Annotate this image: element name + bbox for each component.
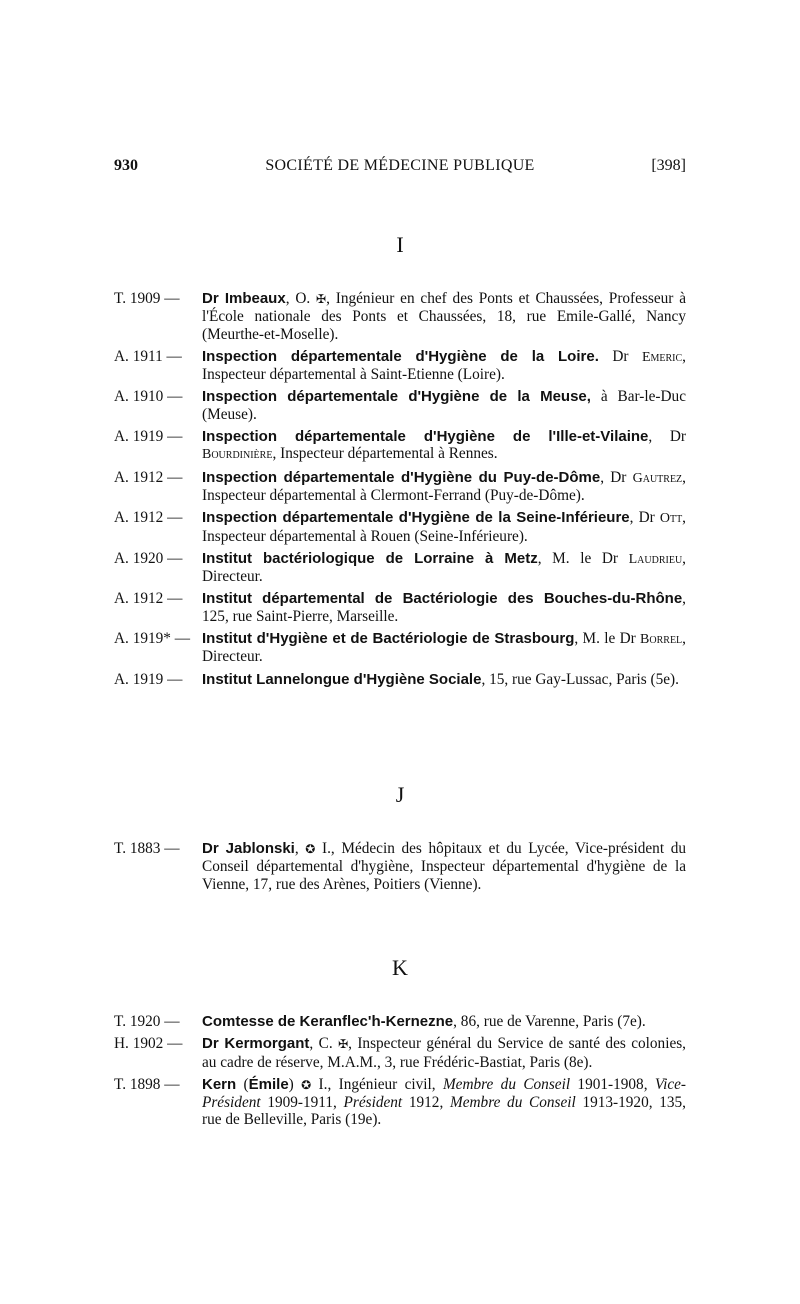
membership-code: A. 1911 — (114, 347, 182, 365)
decoration-icon: ✪ (305, 842, 316, 856)
entry-text (202, 550, 686, 586)
decoration-icon: ✪ (301, 1077, 312, 1092)
entry-list (114, 1013, 686, 1134)
entry-text-run: Dr Imbeaux (202, 290, 286, 307)
entry-text (202, 388, 686, 423)
membership-code: A. 1919* — (114, 630, 191, 648)
membership-code: A. 1912 — (114, 509, 183, 527)
membership-code: T. 1909 — (114, 290, 180, 307)
decoration-icon: ✠ (338, 1037, 349, 1052)
entry-text-run: 1912, (402, 1094, 450, 1112)
entry-text-run: , Directeur. (202, 630, 686, 666)
section-letter: K (392, 955, 408, 980)
entry-text-run: 1901-1908, (570, 1075, 655, 1093)
membership-code: T. 1898 — (114, 1075, 180, 1093)
entry-text (202, 840, 686, 893)
entry-text-run: Président (343, 1094, 403, 1112)
membership-code: A. 1910 — (114, 388, 183, 406)
directory-entry (114, 509, 686, 545)
directory-entry (114, 348, 686, 384)
entry-text-run: ) (288, 1075, 302, 1093)
entry-text (202, 428, 686, 464)
entry-text-run: Institut d'Hygiène et de Bactériologie de Strasbourg (202, 630, 575, 648)
entry-text-run: , M. le Dr (537, 549, 629, 567)
entry-text (202, 348, 686, 384)
page-number: 930 (114, 157, 138, 174)
entry-text-run: Inspection départementale d'Hygiène de la Meuse, (202, 388, 591, 406)
entry-list (114, 290, 686, 693)
entry-text-run: , Inspecteur départemental à Rennes. (272, 445, 498, 463)
entry-text-run: Kern (202, 1075, 237, 1093)
entry-text-run: ( (236, 1075, 249, 1093)
entry-text (202, 509, 686, 545)
entry-text-run: Emeric (641, 349, 683, 365)
entry-text (202, 1076, 686, 1129)
membership-code: T. 1920 — (114, 1013, 180, 1030)
directory-entry (114, 630, 686, 666)
entry-text-run: 1913-1920, 135, rue de Belleville, Paris (19e). (202, 1094, 686, 1129)
entry-text-run: Dr (598, 347, 642, 365)
entry-text-run: Comtesse de Keranflec'h-Kernezne (202, 1013, 454, 1030)
entry-text (202, 469, 686, 505)
entry-text-run: , 86, rue de Varenne, Paris (7e). (453, 1013, 646, 1030)
entry-text-run: Inspection départementale d'Hygiène de la Seine-Inférieure (202, 509, 630, 527)
directory-entry (114, 428, 686, 464)
entry-text-run: Membre du Conseil (442, 1075, 571, 1093)
entry-text-run: , O. (285, 290, 317, 307)
entry-text (202, 671, 686, 688)
entry-text-run: , Inspecteur départemental à Rouen (Seine-Inférieure). (202, 509, 686, 545)
running-title: SOCIÉTÉ DE MÉDECINE PUBLIQUE (265, 157, 535, 174)
entry-text-run: Vice-Président (202, 1075, 687, 1112)
entry-text-run: , Dr (648, 428, 686, 446)
entry-text-run: à Bar-le-Duc (Meuse). (202, 388, 686, 423)
membership-code: H. 1902 — (114, 1035, 183, 1053)
directory-entry (114, 550, 686, 586)
entry-text-run: Institut départemental de Bactériologie des Bouches-du-Rhône (202, 590, 683, 608)
section-letter: I (396, 232, 404, 257)
membership-code: A. 1919 — (114, 670, 183, 688)
directory-entry (114, 1076, 686, 1129)
entry-text (202, 1035, 686, 1071)
entry-text (202, 290, 686, 343)
entry-text-run: Ott (659, 511, 683, 527)
entry-text-run: 1909-1911, (260, 1094, 344, 1112)
page-reference: [398] (651, 157, 686, 174)
membership-code: A. 1912 — (114, 468, 183, 486)
directory-entry (114, 469, 686, 505)
entry-text-run: Laudrieu (628, 551, 683, 567)
entry-text-run: Institut bactériologique de Lorraine à Metz (202, 549, 538, 567)
entry-text-run: Dr Jablonski (202, 840, 295, 857)
entry-text-run: , Ingénieur en chef des Ponts et Chaussées, Professeur à l'École nationale des Ponts et Chaussées, 18, rue Emile-Gallé, Nancy (Meurthe-et-Moselle). (202, 290, 686, 343)
directory-entry (114, 1035, 686, 1071)
entry-text (202, 1013, 686, 1030)
entry-text-run: , Directeur. (202, 549, 686, 586)
entry-list (114, 840, 686, 898)
running-header (114, 157, 686, 181)
entry-text-run: , Inspecteur général du Service de santé des colonies, au cadre de réserve, M.A.M., 3, rue Frédéric-Bastiat, Paris (8e). (202, 1035, 687, 1071)
entry-text-run: , M. le Dr (574, 630, 641, 648)
entry-text-run: , Dr (600, 468, 633, 486)
directory-entry (114, 290, 686, 343)
entry-text-run: , Inspecteur départemental à Saint-Etienne (Loire). (202, 347, 686, 384)
entry-text-run: Bourdinière (202, 447, 273, 463)
entry-text-run: I., Médecin des hôpitaux et du Lycée, Vice-président du Conseil départemental d'hygiène, Inspecteur départemental d'hygiène de la Vienne, 17, rue des Arènes, Poitiers (Vienne). (202, 840, 687, 893)
entry-text-run: , 15, rue Gay-Lussac, Paris (5e). (481, 670, 679, 688)
entry-text (202, 630, 686, 666)
directory-entry (114, 840, 686, 893)
membership-code: T. 1883 — (114, 840, 180, 857)
entry-text-run: , 125, rue Saint-Pierre, Marseille. (202, 590, 686, 625)
directory-entry (114, 671, 686, 688)
entry-text-run: Inspection départementale d'Hygiène du Puy-de-Dôme (202, 468, 601, 486)
entry-text-run: Émile (248, 1075, 289, 1093)
directory-entry (114, 388, 686, 423)
entry-text-run: Dr Kermorgant (202, 1035, 310, 1053)
entry-text-run: Borrel (640, 632, 683, 648)
membership-code: A. 1912 — (114, 590, 183, 608)
directory-entry (114, 590, 686, 625)
entry-text-run: , C. (309, 1035, 339, 1053)
membership-code: A. 1919 — (114, 428, 183, 446)
entry-text-run: Inspection départementale d'Hygiène de la Loire. (202, 347, 599, 365)
entry-text-run: , (294, 840, 306, 857)
decoration-icon: ✠ (316, 292, 327, 306)
entry-text-run: Gautrez (632, 470, 683, 486)
entry-text-run: Institut Lannelongue d'Hygiène Sociale (202, 670, 482, 688)
membership-code: A. 1920 — (114, 549, 183, 567)
entry-text-run: , Dr (629, 509, 660, 527)
directory-entry (114, 1013, 686, 1030)
entry-text-run: Inspection départementale d'Hygiène de l'Ille-et-Vilaine (202, 428, 649, 446)
entry-text-run: Membre du Conseil (449, 1094, 576, 1112)
entry-text (202, 590, 686, 625)
section-letter: J (395, 782, 405, 807)
entry-text-run: I., Ingénieur civil, (311, 1075, 443, 1093)
entry-text-run: , Inspecteur départemental à Clermont-Ferrand (Puy-de-Dôme). (202, 468, 686, 504)
